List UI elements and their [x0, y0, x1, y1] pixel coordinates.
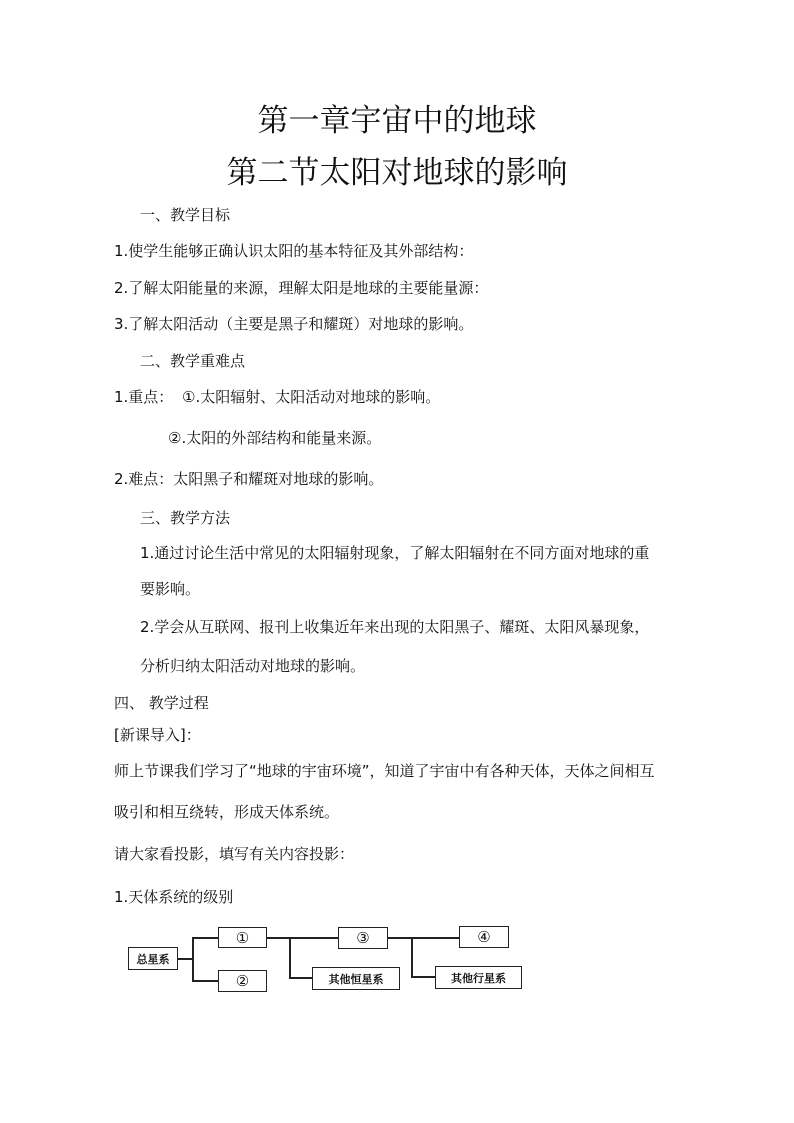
- root-box-total-galaxy: 总星系: [128, 947, 178, 970]
- difficulty-item: 2.难点：太阳黑子和耀斑对地球的影响。: [114, 470, 384, 488]
- process-heading: 四、 教学过程: [114, 694, 209, 712]
- intro-paragraph-line-1: 师上节课我们学习了“地球的宇宙环境”，知道了宇宙中有各种天体，天体之间相互: [114, 762, 655, 780]
- connector-stars-vertical: [289, 937, 291, 978]
- focus-item-2: ②.太阳的外部结构和能量来源。: [168, 429, 382, 447]
- goal-item-3: 3.了解太阳活动（主要是黑子和耀斑）对地球的影响。: [114, 315, 474, 333]
- instruction-text: 请大家看投影，填写有关内容投影：: [114, 845, 355, 863]
- methods-heading: 三、教学方法: [140, 509, 231, 527]
- focus-item-1: ①.太阳辐射、太阳活动对地球的影响。: [182, 388, 441, 406]
- connector-to-other-stars: [289, 977, 312, 979]
- intro-label: [新课导入]：: [114, 726, 201, 744]
- diagram-box-1: ①: [218, 927, 267, 948]
- goal-item-1: 1.使学生能够正确认识太阳的基本特征及其外部结构：: [114, 242, 474, 260]
- goals-heading: 一、教学目标: [140, 206, 231, 224]
- diagram-box-3: ③: [338, 927, 388, 949]
- diagram-subheading: 1.天体系统的级别: [114, 888, 234, 906]
- intro-paragraph-line-2: 吸引和相互绕转，形成天体系统。: [114, 803, 340, 821]
- method-1-line-2: 要影响。: [140, 580, 201, 598]
- connector-root: [178, 958, 192, 960]
- diagram-box-2: ②: [218, 970, 267, 992]
- connector-to-box-2: [192, 980, 218, 982]
- chapter-title: 第一章宇宙中的地球: [257, 103, 537, 139]
- method-2-line-2: 分析归纳太阳活动对地球的影响。: [140, 657, 366, 675]
- connector-to-other-planets: [411, 976, 435, 978]
- section-title: 第二节太阳对地球的影响: [226, 155, 568, 191]
- connector-box3-to-box4: [387, 937, 459, 939]
- goal-item-2: 2.了解太阳能量的来源，理解太阳是地球的主要能量源：: [114, 279, 489, 297]
- connector-to-box-1: [192, 937, 218, 939]
- other-stars-box: 其他恒星系: [312, 967, 400, 990]
- connector-planets-vertical: [411, 937, 413, 977]
- connector-root-vertical: [192, 937, 194, 981]
- other-planets-box: 其他行星系: [435, 966, 522, 989]
- key-points-heading: 二、教学重难点: [140, 352, 246, 370]
- focus-label: 1.重点：: [114, 388, 174, 406]
- method-1-line-1: 1.通过讨论生活中常见的太阳辐射现象，了解太阳辐射在不同方面对地球的重: [140, 544, 650, 562]
- connector-box1-to-box3: [266, 937, 338, 939]
- diagram-box-4: ④: [459, 926, 509, 948]
- method-2-line-1: 2.学会从互联网、报刊上收集近年来出现的太阳黑子、耀斑、太阳风暴现象，: [140, 618, 650, 636]
